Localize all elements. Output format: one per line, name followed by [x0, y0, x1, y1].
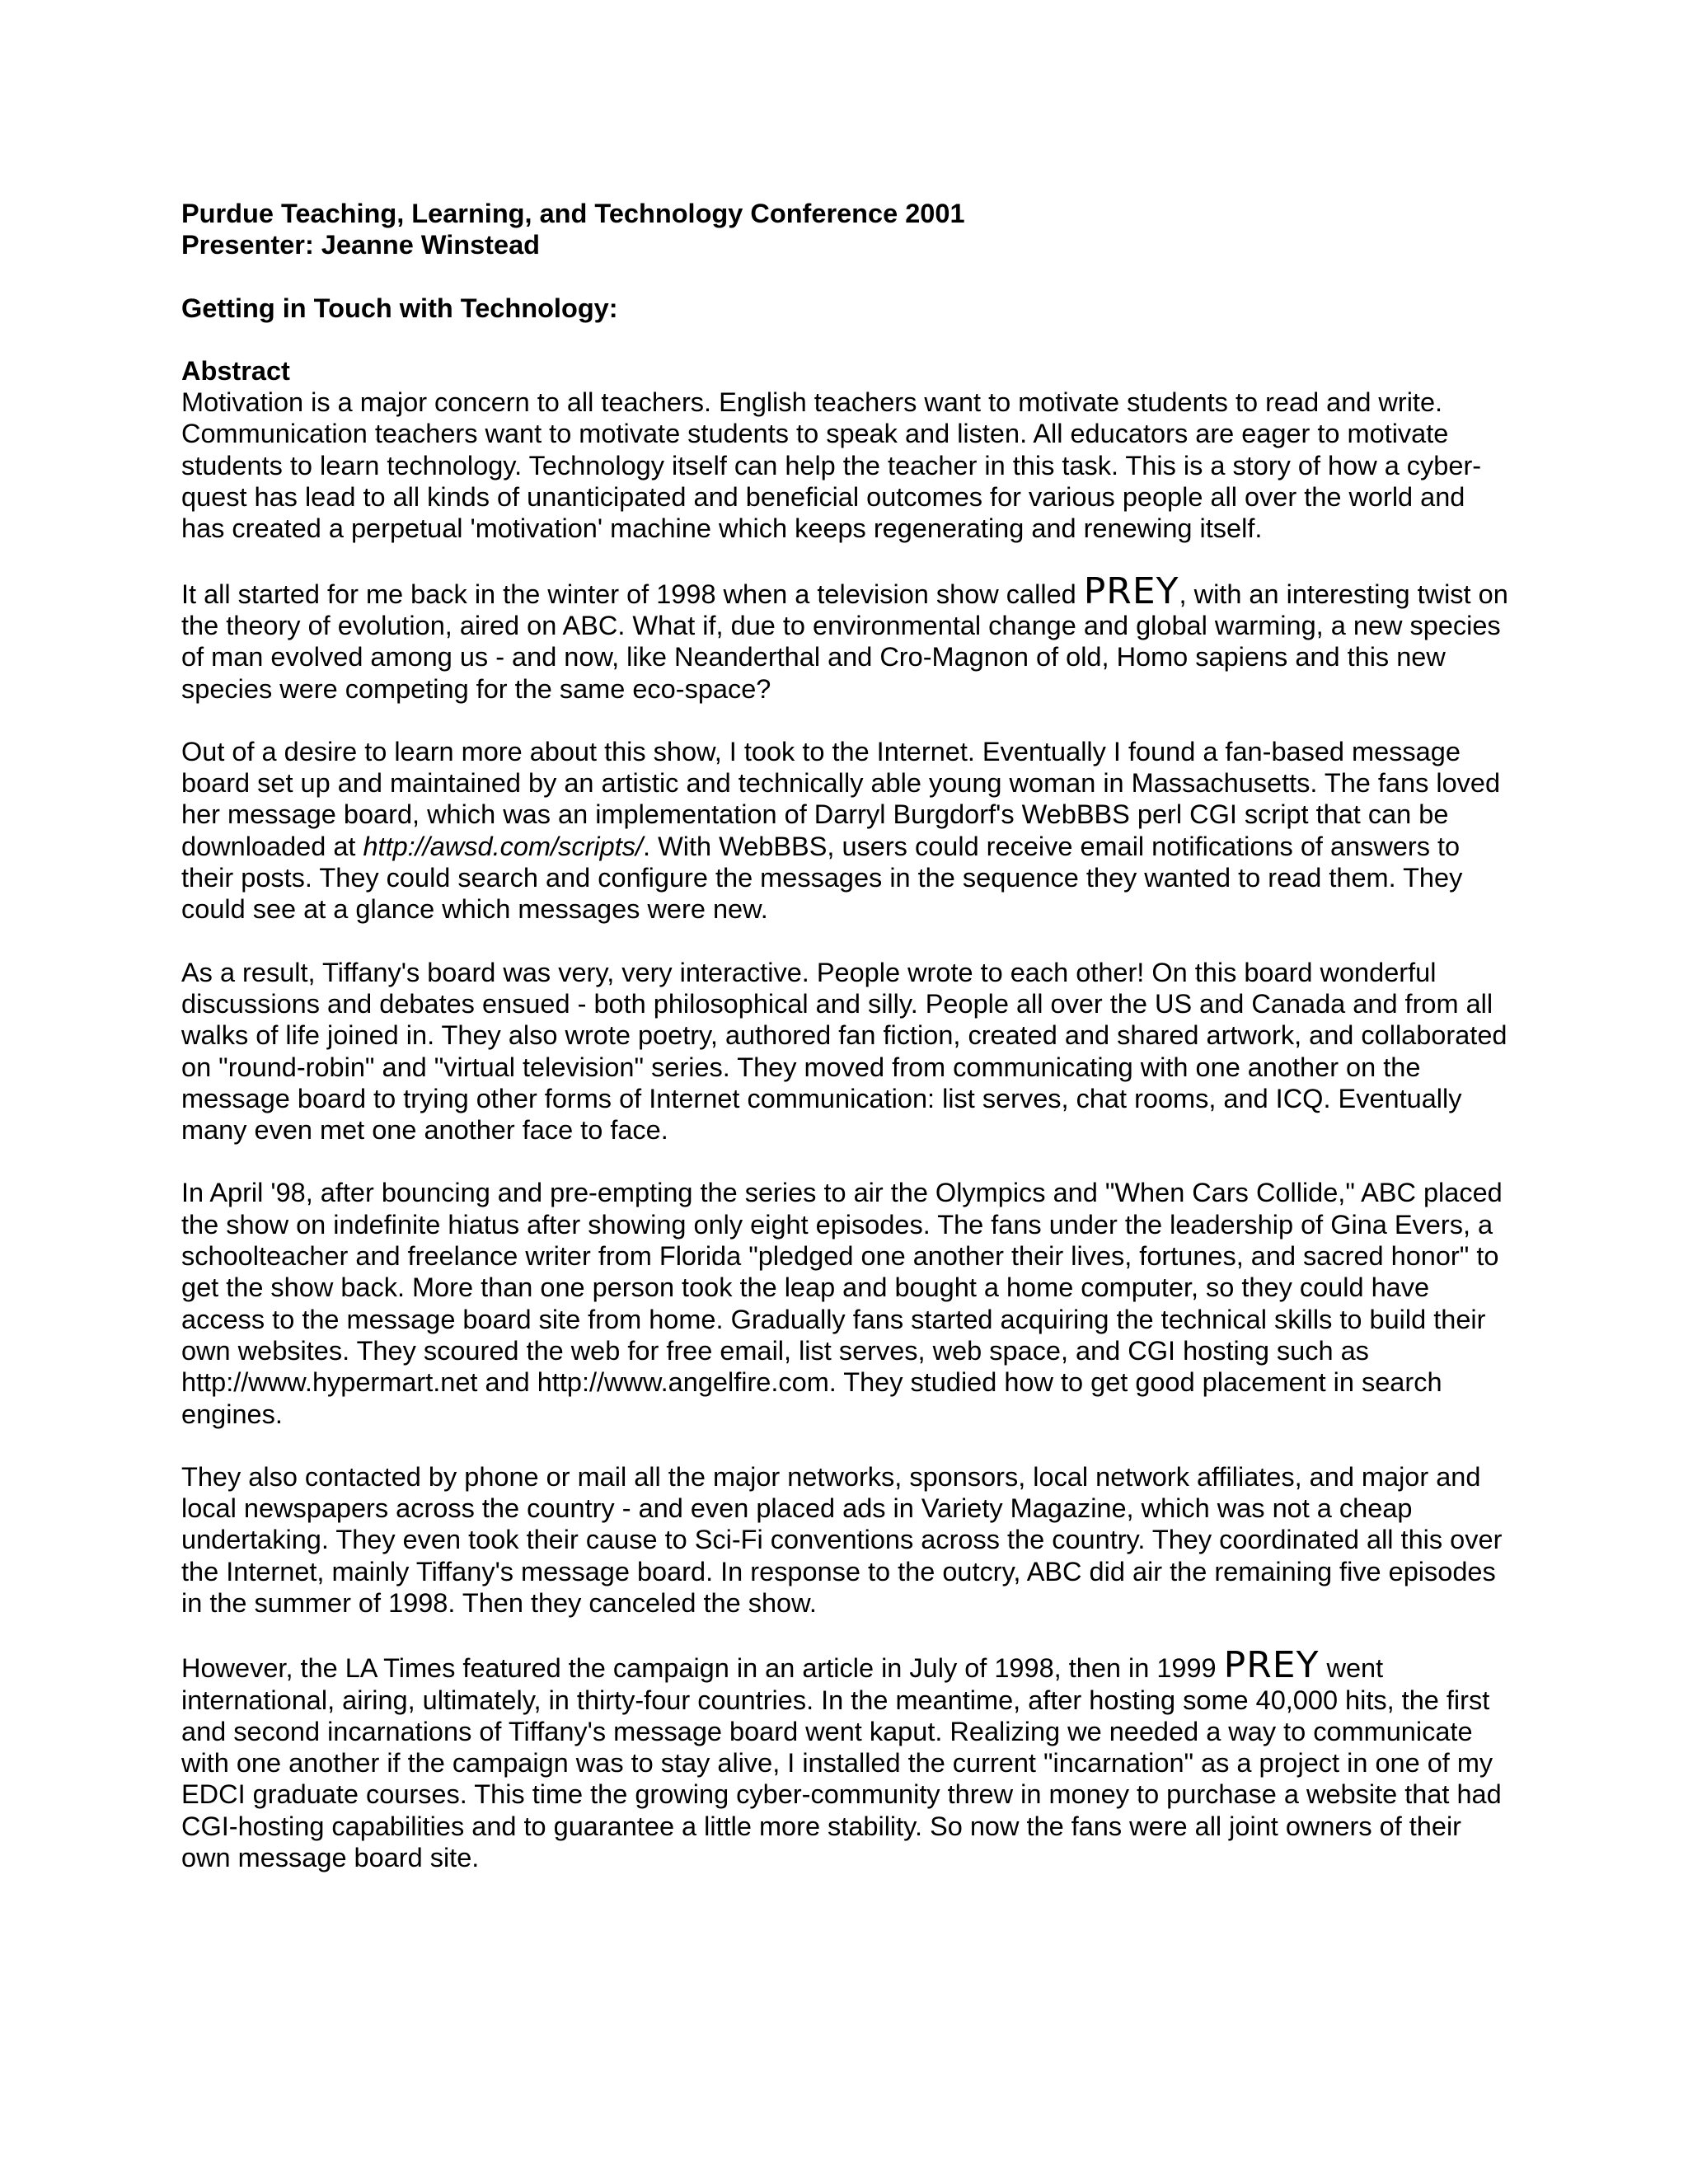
document-page: [181, 198, 1508, 1905]
paragraph-1: It all started for me back in the winter of 1998 when a television show called PREY, with an interesting twist on the theory of evolution, aired on ABC. What if, due to environmental change and global warming, a new species of man evolved among us - and now, like Neanderthal and Cro-Magnon of old, Homo sapiens and this new species were competing for the same eco-space?: [181, 569, 1508, 704]
abstract-paragraph: Motivation is a major concern to all teachers. English teachers want to motivate students to read and write. Communication teachers want to motivate students to speak and listen. All educators are eager to motivate students to learn technology. Technology itself can help the teacher in this task. This is a story of how a cyber-quest has lead to all kinds of unanticipated and beneficial outcomes for various people all over the world and has created a perpetual 'motivation' machine which keeps regenerating and renewing itself.: [181, 387, 1482, 544]
paragraph-5: They also contacted by phone or mail all the major networks, sponsors, local network affiliates, and major and local newspapers across the country - and even placed ads in Variety Magazine, which was not a cheap undertaking. They even took their cause to Sci-Fi conventions across the country. They coordinated all this over the Internet, mainly Tiffany's message board. In response to the outcry, ABC did air the remaining five episodes in the summer of 1998. Then they canceled the show.: [181, 1461, 1503, 1618]
paragraph-2: Out of a desire to learn more about this show, I took to the Internet. Eventually I found a fan-based message board set up and maintained by an artistic and technically able young woman in Massachusetts. The fans loved her message board, which was an implementation of Darryl Burgdorf's WebBBS perl CGI script that can be downloaded at http://awsd.com/scripts/. With WebBBS, users could receive email notifications of answers to their posts. They could search and configure the messages in the sequence they wanted to read them. They could see at a glance which messages were new.: [181, 736, 1501, 925]
paragraph-6: However, the LA Times featured the campaign in an article in July of 1998, then in 1999 PREY went international, airing, ultimately, in thirty-four countries. In the meantime, after hosting some 40,000 hits, the first and second incarnations of Tiffany's message board went kaput. Realizing we needed a way to communicate with one another if the campaign was to stay alive, I installed the current "incarnation" as a project in one of my EDCI graduate courses. This time the growing cyber-community threw in money to purchase a website that had CGI-hosting capabilities and to guarantee a little more stability. So now the fans were all joint owners of their own message board site.: [181, 1644, 1502, 1873]
paragraph-3: As a result, Tiffany's board was very, very interactive. People wrote to each other! On this board wonderful discussions and debates ensued - both philosophical and silly. People all over the US and Canada and from all walks of life joined in. They also wrote poetry, authored fan fiction, created and shared artwork, and collaborated on "round-robin" and "virtual television" series. They moved from communicating with one another on the message board to trying other forms of Internet communication: list serves, chat rooms, and ICQ. Eventually many even met one another face to face.: [181, 957, 1507, 1146]
paragraph-4: In April '98, after bouncing and pre-empting the series to air the Olympics and "When Cars Collide," ABC placed the show on indefinite hiatus after showing only eight episodes. The fans under the leadership of Gina Evers, a schoolteacher and freelance writer from Florida "pledged one another their lives, fortunes, and sacred honor" to get the show back. More than one person took the leap and bought a home computer, so they could have access to the message board site from home. Gradually fans started acquiring the technical skills to build their own websites. They scoured the web for free email, list serves, web space, and CGI hosting such as http://www.hypermart.net and http://www.angelfire.com. They studied how to get good placement in search engines.: [181, 1178, 1503, 1429]
conference-title: Purdue Teaching, Learning, and Technology Conference 2001: [181, 199, 965, 228]
webbbs-url: http://awsd.com/scripts/: [363, 831, 644, 861]
abstract-heading: Abstract: [181, 355, 290, 386]
presenter-line: Presenter: Jeanne Winstead: [181, 230, 541, 260]
show-title-prey: PREY: [1083, 569, 1179, 612]
show-title-prey-2: PREY: [1223, 1644, 1320, 1687]
document-title: Getting in Touch with Technology:: [181, 293, 618, 323]
